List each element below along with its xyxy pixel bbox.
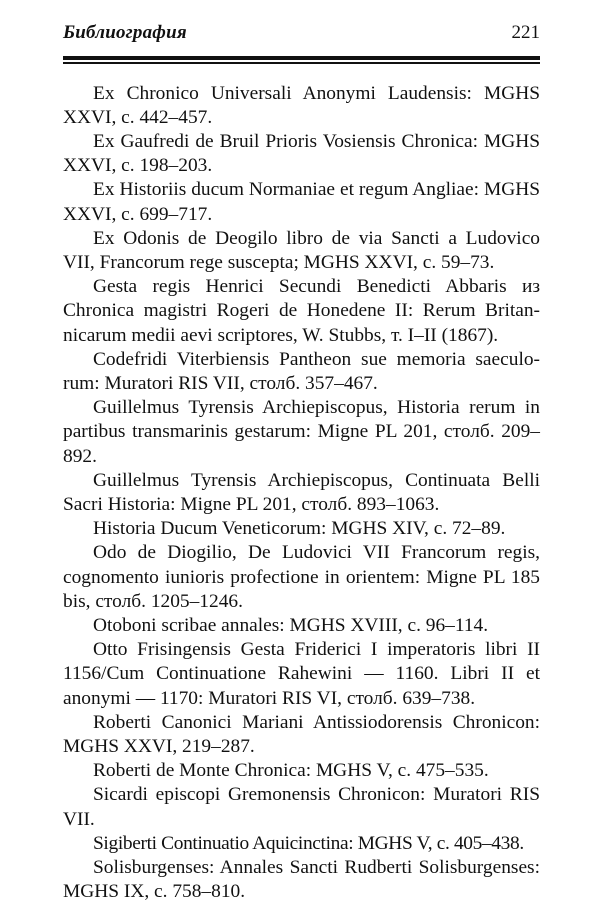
bibliography-entry: Roberti Canonici Mariani Antissiodorensis Chronicon: MGHS XXVI, 219–287.: [63, 711, 540, 759]
bibliography-entry: Otoboni scribae annales: MGHS XVIII, c. 96–114.: [63, 614, 540, 638]
bibliography-entry: Ex Chronico Universali Anonymi Laudensis: MGHS XXVI, c. 442–457.: [63, 82, 540, 130]
book-page: [63, 22, 540, 904]
bibliography-entry: Solisburgenses: Annales Sancti Rudberti Solisburgenses: MGHS IX, c. 758–810.: [63, 856, 540, 904]
bibliography-list: [63, 82, 540, 904]
bibliography-entry: Sigiberti Continuatio Aquicinctina: MGHS V, c. 405–438.: [63, 832, 540, 856]
bibliography-entry: Gesta regis Henrici Secundi Benedicti Abbaris из Chronica magistri Rogeri de Honedene II: Rerum Britannicarum medii aevi scriptores, W. Stubbs, т. I–II (1867).: [63, 275, 540, 348]
bibliography-entry: Ex Gaufredi de Bruil Prioris Vosiensis Chronica: MGHS XXVI, c. 198–203.: [63, 130, 540, 178]
section-title: Библиография: [63, 22, 187, 44]
bibliography-entry: Historia Ducum Veneticorum: MGHS XIV, c. 72–89.: [63, 517, 540, 541]
bibliography-entry: Roberti de Monte Chronica: MGHS V, c. 475–535.: [63, 759, 540, 783]
bibliography-entry: Codefridi Viterbiensis Pantheon sue memoria saeculorum: Muratori RIS VII, столб. 357–467.: [63, 348, 540, 396]
bibliography-entry: Ex Historiis ducum Normaniae et regum Angliae: MGHS XXVI, c. 699–717.: [63, 178, 540, 226]
bibliography-entry: Otto Frisingensis Gesta Friderici I imperatoris libri II 1156/Cum Continuatione Rahewini — 1160. Libri II et anonymi — 1170: Muratori RIS VI, столб. 639–738.: [63, 638, 540, 711]
bibliography-entry: Odo de Diogilio, De Ludovici VII Francorum regis, cognomento iunioris profectione in orientem: Migne PL 185 bis, столб. 1205–1246.: [63, 541, 540, 614]
bibliography-entry: Guillelmus Tyrensis Archiepiscopus, Continuata Belli Sacri Historia: Migne PL 201, столб. 893–1063.: [63, 469, 540, 517]
bibliography-entry: Guillelmus Tyrensis Archiepiscopus, Historia rerum in partibus transmarinis gestarum: Migne PL 201, столб. 209–892.: [63, 396, 540, 469]
bibliography-entry: Ex Odonis de Deogilo libro de via Sancti a Ludovico VII, Francorum rege suscepta; MGHS XXVI, c. 59–73.: [63, 227, 540, 275]
header-rule-thick: [63, 56, 540, 60]
bibliography-entry: Sicardi episcopi Gremonensis Chronicon: Muratori RIS VII.: [63, 783, 540, 831]
header-rule-thin: [63, 62, 540, 64]
page-number: 221: [512, 22, 541, 44]
running-header: [63, 22, 540, 50]
